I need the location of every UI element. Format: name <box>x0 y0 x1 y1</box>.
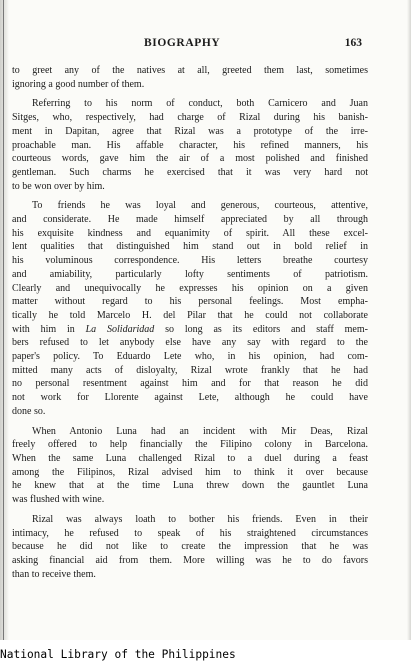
text-line: ignoring a good number of them. <box>12 78 145 90</box>
text-line: no personal resentment against him and for that reason he did <box>12 378 368 390</box>
text-line: because he did not like to create the impression that he was <box>12 541 368 553</box>
text-line: his exquisite kindness and equanimity of spirit. All these excel- <box>12 227 368 239</box>
text-line: Rizal was always loath to bother his friends. Even in their <box>32 513 368 525</box>
text-line: lent qualities that distinguished him stand out in bold relief in <box>12 241 368 253</box>
source-footer: National Library of the Philippines <box>0 648 236 661</box>
text-line: bers refused to let anybody else have any say with regard to the <box>12 337 368 349</box>
text-line: Clearly and unequivocally he expresses his opinion on a given <box>12 282 368 294</box>
text-line: tically he told Marcelo H. del Pilar that he could not collaborate <box>12 309 368 321</box>
paragraph <box>12 199 368 418</box>
text-line: To friends he was loyal and generous, courteous, attentive, <box>32 200 368 212</box>
body-text <box>12 64 368 581</box>
text-line: proachable man. His affable character, his refined manners, his <box>12 139 368 151</box>
text-line: his voluminous correspondence. His letters breathe courtesy <box>12 255 368 267</box>
text-line: done so. <box>12 405 46 417</box>
text-line: ment in Dapitan, agree that Rizal was a prototype of the irre- <box>12 125 368 137</box>
text-line: than to receive them. <box>12 568 96 580</box>
paragraph <box>12 64 368 91</box>
text-line: gentleman. Such charms he exercised that it was very hard not <box>12 166 368 178</box>
text-line: When the same Luna challenged Rizal to a duel during a feast <box>12 452 368 464</box>
text-line: and amiability, particularly lofty sentiments of patriotism. <box>12 268 368 280</box>
page-number: 163 <box>344 37 362 49</box>
text-line: paper's policy. To Eduardo Lete who, in his opinion, had com- <box>12 351 368 363</box>
page-edge-right <box>407 0 411 640</box>
paragraph <box>12 425 368 507</box>
text-line: courteous words, gave him the air of a most polished and finished <box>12 153 368 165</box>
paragraph <box>12 97 368 193</box>
text-line: not work for Llorente against Lete, although he could have <box>12 392 368 404</box>
page-header <box>12 37 380 51</box>
text-line: with him in La Solidaridad so long as its editors and staff mem- <box>12 323 368 335</box>
text-line: to be won over by him. <box>12 180 105 192</box>
paragraph <box>12 513 368 582</box>
text-line: and considerate. He made himself appreciated by all through <box>12 214 368 226</box>
text-line: freely offered to help financially the Filipino colony in Barcelona. <box>12 439 368 451</box>
text-line: asking financial aid from them. More willing was he to do favors <box>12 554 368 566</box>
text-line: among the Filipinos, Rizal advised him to think it over because <box>12 466 368 478</box>
page-edge-left <box>0 0 9 640</box>
running-head: BIOGRAPHY <box>144 37 221 49</box>
text-line: he knew that at the time Luna threw down the gauntlet Luna <box>12 480 368 492</box>
text-line: Sitges, who, respectively, had charge of Rizal during his banish- <box>12 112 368 124</box>
text-line: Referring to his norm of conduct, both Carnicero and Juan <box>32 98 368 110</box>
text-line: intimacy, he refused to speak of his straightened circumstances <box>12 527 368 539</box>
text-line: to greet any of the natives at all, greeted them last, sometimes <box>12 65 368 76</box>
text-line: mitted many acts of disloyalty, Rizal wrote frankly that he had <box>12 364 368 376</box>
text-line: matter without regard to his personal feelings. Most empha- <box>12 296 368 308</box>
text-line: was flushed with wine. <box>12 494 105 506</box>
text-line: When Antonio Luna had an incident with Mir Deas, Rizal <box>32 425 368 437</box>
